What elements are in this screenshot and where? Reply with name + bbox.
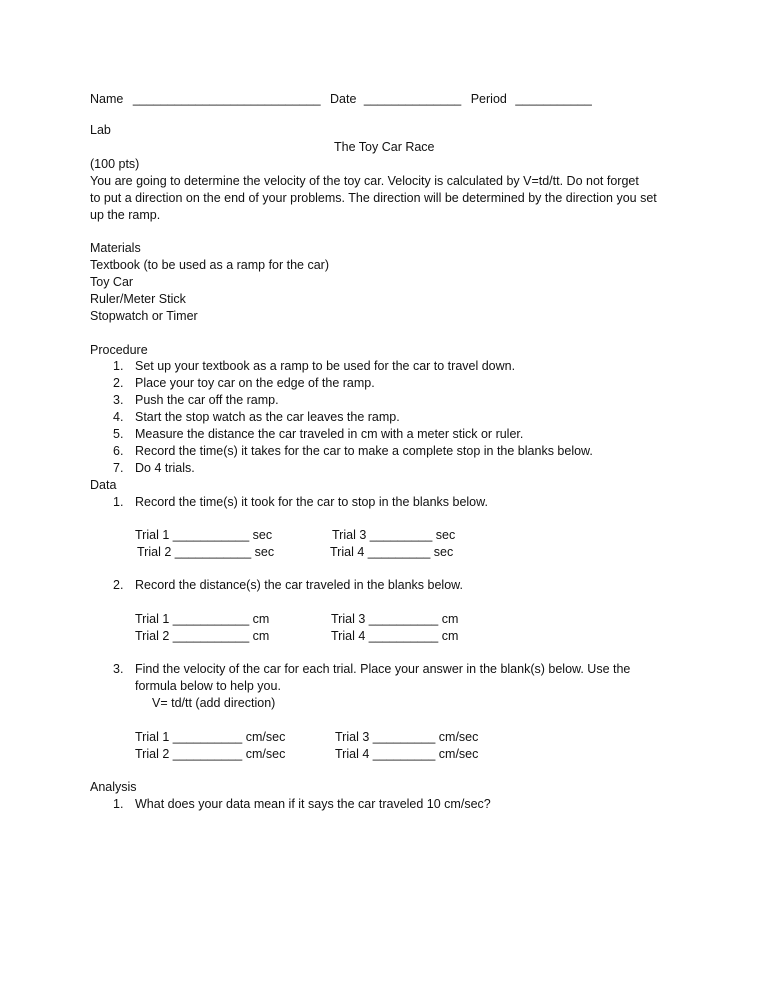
material-item: Stopwatch or Timer <box>90 309 198 323</box>
procedure-step <box>113 358 515 375</box>
analysis-heading: Analysis <box>90 780 137 794</box>
lab-label: Lab <box>90 123 111 137</box>
trial-blank[interactable]: Trial 2 __________ cm/sec <box>135 747 286 761</box>
name-label: Name <box>90 92 124 106</box>
date-label: Date <box>330 92 357 106</box>
procedure-step <box>113 409 400 426</box>
analysis-question <box>113 796 491 813</box>
step-number: 6. <box>113 444 124 458</box>
procedure-step <box>113 426 523 443</box>
intro-line: to put a direction on the end of your problems. The direction will be determined by the direction you set <box>90 191 657 205</box>
trial-blank[interactable]: Trial 3 __________ cm <box>331 612 459 626</box>
procedure-heading: Procedure <box>90 343 148 357</box>
question-text: What does your data mean if it says the car traveled 10 cm/sec? <box>135 797 491 811</box>
step-text: Measure the distance the car traveled in cm with a meter stick or ruler. <box>135 427 524 441</box>
question-text-continued: formula below to help you. <box>135 679 281 693</box>
page-title: The Toy Car Race <box>334 140 435 154</box>
trial-blank[interactable]: Trial 4 _________ sec <box>330 545 454 559</box>
step-text: Start the stop watch as the car leaves the ramp. <box>135 410 400 424</box>
question-number: 1. <box>113 797 124 811</box>
data-question <box>113 577 463 594</box>
data-heading: Data <box>90 478 117 492</box>
material-item: Ruler/Meter Stick <box>90 292 186 306</box>
trial-blank[interactable]: Trial 2 ___________ cm <box>135 629 270 643</box>
materials-heading: Materials <box>90 241 141 255</box>
step-number: 5. <box>113 427 124 441</box>
trial-blank[interactable]: Trial 3 _________ cm/sec <box>335 730 479 744</box>
points-label: (100 pts) <box>90 157 140 171</box>
period-label: Period <box>470 92 507 106</box>
date-blank[interactable]: ______________ <box>363 92 462 106</box>
step-text: Place your toy car on the edge of the ramp. <box>135 376 375 390</box>
step-text: Set up your textbook as a ramp to be used for the car to travel down. <box>135 359 516 373</box>
intro-line: You are going to determine the velocity of the toy car. Velocity is calculated by V=td/tt. Do not forget <box>90 174 639 188</box>
step-number: 2. <box>113 376 124 390</box>
step-number: 4. <box>113 410 124 424</box>
trial-blank[interactable]: Trial 1 ___________ sec <box>135 528 273 542</box>
procedure-step <box>113 443 593 460</box>
data-question <box>113 494 488 511</box>
step-text: Push the car off the ramp. <box>135 393 279 407</box>
material-item: Textbook (to be used as a ramp for the car) <box>90 258 330 272</box>
trial-blank[interactable]: Trial 4 __________ cm <box>331 629 459 643</box>
material-item: Toy Car <box>90 275 134 289</box>
question-text: Record the distance(s) the car traveled in the blanks below. <box>135 578 463 592</box>
data-question <box>113 661 630 678</box>
step-number: 7. <box>113 461 124 475</box>
procedure-step <box>113 460 195 477</box>
step-number: 3. <box>113 393 124 407</box>
trial-blank[interactable]: Trial 1 ___________ cm <box>135 612 270 626</box>
question-number: 3. <box>113 662 124 676</box>
question-number: 2. <box>113 578 124 592</box>
step-text: Do 4 trials. <box>135 461 195 475</box>
period-blank[interactable]: ___________ <box>515 92 592 106</box>
procedure-step <box>113 375 375 392</box>
step-number: 1. <box>113 359 124 373</box>
question-text: Find the velocity of the car for each trial. Place your answer in the blank(s) below. Use the <box>135 662 631 676</box>
header-line <box>90 91 592 108</box>
procedure-step <box>113 392 279 409</box>
trial-blank[interactable]: Trial 4 _________ cm/sec <box>335 747 479 761</box>
intro-line: up the ramp. <box>90 208 161 222</box>
velocity-formula: V= td/tt (add direction) <box>152 696 276 710</box>
trial-blank[interactable]: Trial 3 _________ sec <box>332 528 456 542</box>
question-text: Record the time(s) it took for the car to stop in the blanks below. <box>135 495 488 509</box>
trial-blank[interactable]: Trial 1 __________ cm/sec <box>135 730 286 744</box>
trial-blank[interactable]: Trial 2 ___________ sec <box>137 545 275 559</box>
step-text: Record the time(s) it takes for the car to make a complete stop in the blanks below. <box>135 444 593 458</box>
question-number: 1. <box>113 495 124 509</box>
name-blank[interactable]: ___________________________ <box>132 92 321 106</box>
